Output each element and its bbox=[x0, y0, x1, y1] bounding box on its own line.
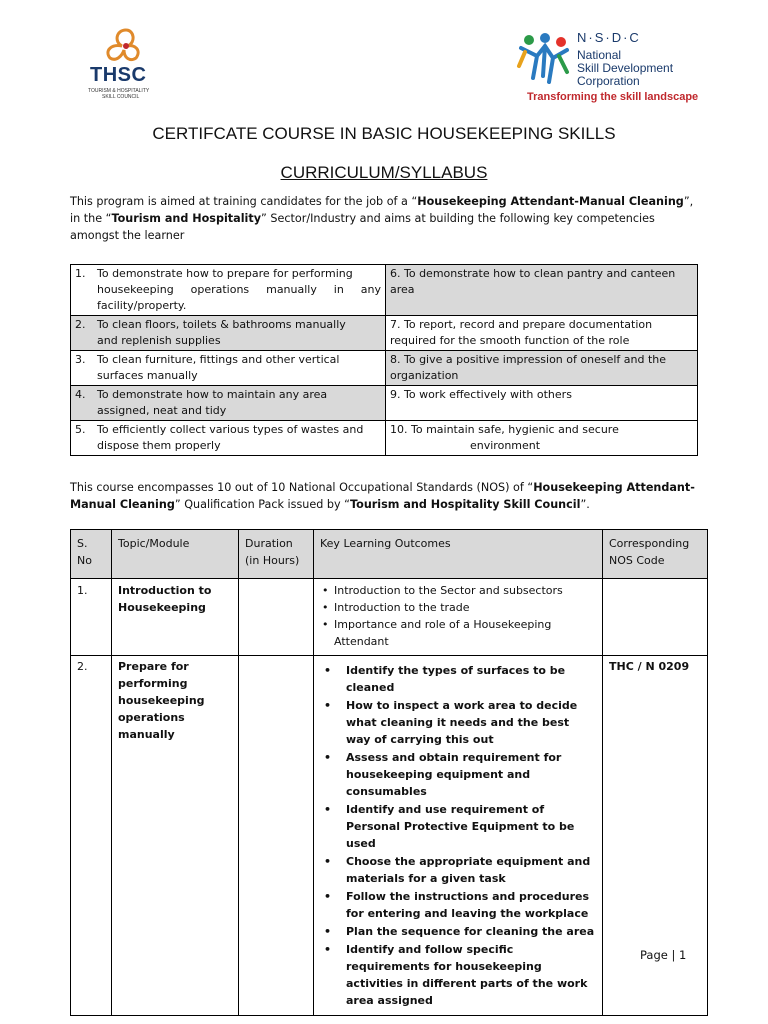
list-item: • Importance and role of a Housekeeping Attendant bbox=[320, 616, 596, 650]
nsdc-logo bbox=[515, 30, 699, 110]
table-row bbox=[71, 265, 698, 316]
table-row bbox=[71, 656, 708, 1016]
nsdc-name-line-2: Skill Development bbox=[577, 61, 674, 75]
thsc-name: THSC bbox=[90, 64, 147, 86]
table-row bbox=[71, 316, 698, 351]
list-item: • Introduction to the trade bbox=[320, 599, 596, 616]
row-nos-code: THC / N 0209 bbox=[603, 656, 708, 1016]
row-sno: 1. bbox=[71, 579, 112, 656]
list-item: • Plan the sequence for cleaning the area bbox=[320, 923, 596, 940]
header-topic: Topic/Module bbox=[112, 530, 239, 579]
nos-paragraph: This course encompasses 10 out of 10 National Occupational Standards (NOS) of “Housekeeping Attendant-Manual Cleaning” Qualification Pack issued by “Tourism and Hospitality Skill Council”. bbox=[70, 481, 695, 511]
competency-cell: 6. To demonstrate how to clean pantry and canteen area bbox=[386, 265, 698, 316]
list-item: • How to inspect a work area to decide what cleaning it needs and the best way of carrying this out bbox=[320, 697, 596, 748]
list-item: • Choose the appropriate equipment and materials for a given task bbox=[320, 853, 596, 887]
list-item: • Identify the types of surfaces to be cleaned bbox=[320, 662, 596, 696]
nsdc-name-line-1: National bbox=[577, 48, 622, 62]
competency-cell: 8. To give a positive impression of oneself and the organization bbox=[386, 351, 698, 386]
row-outcomes bbox=[314, 579, 603, 656]
list-item: • Assess and obtain requirement for housekeeping equipment and consumables bbox=[320, 749, 596, 800]
competency-cell: 7. To report, record and prepare documentation required for the smooth function of the role bbox=[386, 316, 698, 351]
table-row bbox=[71, 579, 708, 656]
competency-cell: 4. To demonstrate how to maintain any area assigned, neat and tidy bbox=[71, 386, 386, 421]
thsc-subtitle: TOURISM & HOSPITALITY bbox=[88, 88, 150, 94]
table-row bbox=[71, 386, 698, 421]
row-topic: Prepare for performing housekeeping operations manually bbox=[112, 656, 239, 1016]
table-row bbox=[71, 421, 698, 456]
table-row bbox=[71, 351, 698, 386]
competency-cell: 10. To maintain safe, hygienic and secure environment bbox=[386, 421, 698, 456]
header-outcomes: Key Learning Outcomes bbox=[314, 530, 603, 579]
thsc-logo bbox=[86, 26, 166, 106]
list-item: • Introduction to the Sector and subsectors bbox=[320, 582, 596, 599]
row-sno: 2. bbox=[71, 656, 112, 1016]
intro-paragraph: This program is aimed at training candidates for the job of a “Housekeeping Attendant-Manual Cleaning”, in the “Tourism and Hospitality” Sector/Industry and aims at building the following key competencies amongst the learner bbox=[70, 195, 694, 242]
nsdc-name-line-3: Corporation bbox=[577, 74, 640, 88]
competency-cell: 5. To efficiently collect various types of wastes and dispose them properly bbox=[71, 421, 386, 456]
header-duration: Duration (in Hours) bbox=[239, 530, 314, 579]
nsdc-tagline: Transforming the skill landscape bbox=[527, 91, 699, 103]
list-item: • Identify and follow specific requirements for housekeeping activities in different parts of the work area assigned bbox=[320, 941, 596, 1009]
competency-cell: 1. To demonstrate how to prepare for performing housekeeping operations manually in any facility/property. bbox=[71, 265, 386, 316]
competency-cell: 9. To work effectively with others bbox=[386, 386, 698, 421]
page-number: Page | 1 bbox=[640, 948, 687, 962]
competencies-table bbox=[70, 264, 698, 456]
list-item: • Follow the instructions and procedures for entering and leaving the workplace bbox=[320, 888, 596, 922]
row-duration bbox=[239, 579, 314, 656]
list-item: • Identify and use requirement of Personal Protective Equipment to be used bbox=[320, 801, 596, 852]
nsdc-acronym: N·S·D·C bbox=[577, 30, 641, 45]
row-duration bbox=[239, 656, 314, 1016]
row-outcomes bbox=[314, 656, 603, 1016]
document-title: CERTIFCATE COURSE IN BASIC HOUSEKEEPING SKILLS bbox=[152, 124, 616, 143]
course-table bbox=[70, 529, 708, 1016]
nsdc-people-icon bbox=[515, 32, 573, 88]
table-header-row bbox=[71, 530, 708, 579]
competency-cell: 2. To clean floors, toilets & bathrooms manually and replenish supplies bbox=[71, 316, 386, 351]
row-nos-code bbox=[603, 579, 708, 656]
thsc-emblem-icon bbox=[86, 26, 166, 66]
header-sno: S. No bbox=[71, 530, 112, 579]
competency-cell: 3. To clean furniture, fittings and other vertical surfaces manually bbox=[71, 351, 386, 386]
row-topic: Introduction to Housekeeping bbox=[112, 579, 239, 656]
document-subtitle: CURRICULUM/SYLLABUS bbox=[280, 163, 488, 182]
thsc-subtitle-2: SKILL COUNCIL bbox=[102, 94, 140, 100]
header-nos-code: Corresponding NOS Code bbox=[603, 530, 708, 579]
